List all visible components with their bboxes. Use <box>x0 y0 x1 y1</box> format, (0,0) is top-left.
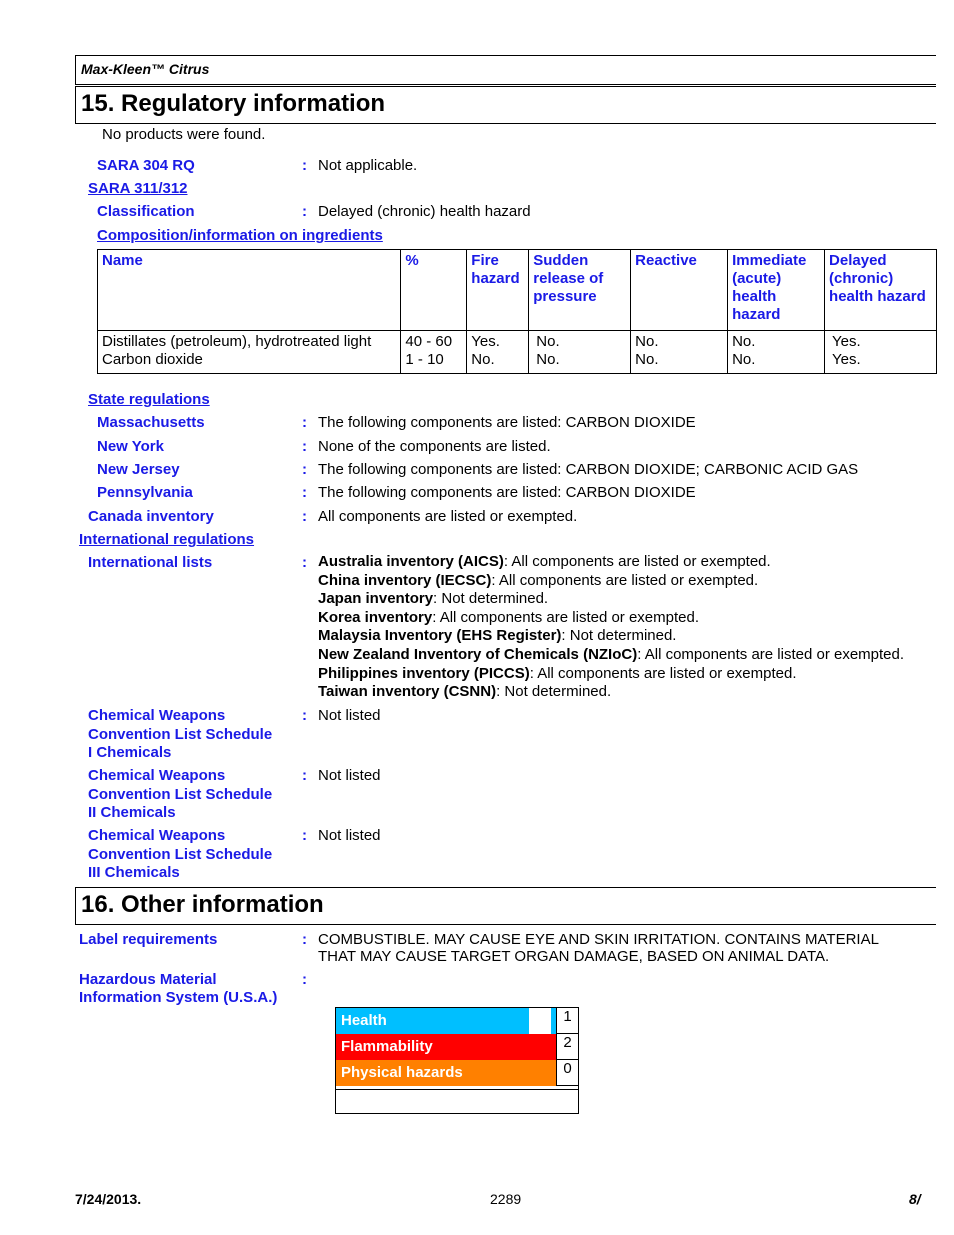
list-item: Japan inventory: Not determined. <box>318 590 549 608</box>
product-header <box>75 55 936 85</box>
state-regulations-heading: State regulations <box>88 391 210 408</box>
colon: : <box>302 203 307 220</box>
table-cell-sudden: No. No. <box>529 331 631 374</box>
col-header-name: Name <box>98 250 401 331</box>
section-15-title: 15. Regulatory information <box>81 90 386 117</box>
cw-schedule-2-value: Not listed <box>318 767 381 784</box>
classification-value: Delayed (chronic) health hazard <box>318 203 531 220</box>
col-header-delayed: Delayed (chronic) health hazard <box>825 250 937 331</box>
hmis-divider <box>336 1089 578 1090</box>
footer-page: 8/ <box>909 1191 921 1207</box>
state-value-pennsylvania: The following components are listed: CARBON DIOXIDE <box>318 484 696 501</box>
colon: : <box>302 157 307 174</box>
cw-schedule-1-value: Not listed <box>318 707 381 724</box>
colon: : <box>302 554 307 571</box>
col-header-percent: % <box>401 250 467 331</box>
sara304-label: SARA 304 RQ <box>97 157 195 174</box>
list-item: China inventory (IECSC): All components are listed or exempted. <box>318 571 759 589</box>
international-regulations-heading: International regulations <box>79 531 255 548</box>
sara311-heading: SARA 311/312 <box>88 180 188 197</box>
footer-date: 7/24/2013. <box>75 1191 142 1207</box>
no-products-text: No products were found. <box>102 126 266 143</box>
international-lists-values <box>318 553 904 702</box>
col-header-immediate: Immediate (acute) health hazard <box>728 250 825 331</box>
colon: : <box>302 971 307 988</box>
list-item: Korea inventory: All components are listed or exempted. <box>318 608 700 626</box>
state-value-new-jersey: The following components are listed: CARBON DIOXIDE; CARBONIC ACID GAS <box>318 461 859 478</box>
table-header-row <box>98 250 937 331</box>
table-cell-reactive: No. No. <box>631 331 728 374</box>
table-row <box>98 331 937 374</box>
colon: : <box>302 707 307 724</box>
state-label-new-york: New York <box>97 438 164 455</box>
composition-heading: Composition/information on ingredients <box>97 227 383 244</box>
cw-schedule-3-value: Not listed <box>318 827 381 844</box>
state-label-pennsylvania: Pennsylvania <box>97 484 193 501</box>
colon: : <box>302 767 307 784</box>
composition-table <box>97 249 937 374</box>
international-lists-label: International lists <box>88 554 213 571</box>
list-item: Malaysia Inventory (EHS Register): Not determined. <box>318 627 677 645</box>
cw-schedule-3-label: Chemical Weapons Convention List Schedule III Chemicals <box>88 827 273 881</box>
canada-inventory-label: Canada inventory <box>88 508 214 525</box>
classification-label: Classification <box>97 203 195 220</box>
hmis-health-label: Health <box>336 1008 529 1034</box>
hmis-health-value: 1 <box>556 1008 578 1034</box>
colon: : <box>302 484 307 501</box>
section-15-header <box>75 86 936 124</box>
table-cell-fire: Yes. No. <box>467 331 529 374</box>
col-header-reactive: Reactive <box>631 250 728 331</box>
colon: : <box>302 827 307 844</box>
hmis-flammability-value: 2 <box>556 1034 578 1060</box>
colon: : <box>302 461 307 478</box>
table-cell-immediate: No. No. <box>728 331 825 374</box>
hmis-rating-box <box>335 1007 579 1114</box>
label-requirements-label: Label requirements <box>79 931 218 948</box>
colon: : <box>302 438 307 455</box>
label-requirements-value: COMBUSTIBLE. MAY CAUSE EYE AND SKIN IRRITATION. CONTAINS MATERIAL THAT MAY CAUSE TARGET ORGAN DAMAGE, BASED ON ANIMAL DATA. <box>318 931 879 965</box>
table-cell-percent: 40 - 60 1 - 10 <box>401 331 467 374</box>
canada-inventory-value: All components are listed or exempted. <box>318 508 578 525</box>
state-label-massachusetts: Massachusetts <box>97 414 205 431</box>
list-item: Taiwan inventory (CSNN): Not determined. <box>318 683 612 701</box>
hmis-label: Hazardous Material Information System (U.S.A.) <box>79 971 278 1006</box>
product-name: Max-Kleen™ Citrus <box>81 61 210 77</box>
list-item: New Zealand Inventory of Chemicals (NZIoC): All components are listed or exempted. <box>318 645 905 663</box>
section-16-title: 16. Other information <box>81 891 324 918</box>
col-header-fire: Fire hazard <box>467 250 529 331</box>
state-value-new-york: None of the components are listed. <box>318 438 551 455</box>
col-header-sudden: Sudden release of pressure <box>529 250 631 331</box>
footer-code: 2289 <box>490 1191 522 1207</box>
list-item: Australia inventory (AICS): All components are listed or exempted. <box>318 553 771 570</box>
list-item: Philippines inventory (PICCS): All components are listed or exempted. <box>318 664 797 682</box>
colon: : <box>302 414 307 431</box>
hmis-flammability-label: Flammability <box>336 1034 556 1060</box>
table-cell-name: Distillates (petroleum), hydrotreated light Carbon dioxide <box>98 331 401 374</box>
section-16-header <box>75 887 936 925</box>
colon: : <box>302 508 307 525</box>
sara304-value: Not applicable. <box>318 157 418 174</box>
colon: : <box>302 931 307 948</box>
hmis-health-spacer <box>529 1008 551 1034</box>
state-label-new-jersey: New Jersey <box>97 461 180 478</box>
hmis-physical-label: Physical hazards <box>336 1060 556 1086</box>
table-cell-delayed: Yes. Yes. <box>825 331 937 374</box>
hmis-physical-value: 0 <box>556 1060 578 1086</box>
state-value-massachusetts: The following components are listed: CARBON DIOXIDE <box>318 414 696 431</box>
cw-schedule-1-label: Chemical Weapons Convention List Schedule I Chemicals <box>88 707 273 761</box>
cw-schedule-2-label: Chemical Weapons Convention List Schedule II Chemicals <box>88 767 273 821</box>
